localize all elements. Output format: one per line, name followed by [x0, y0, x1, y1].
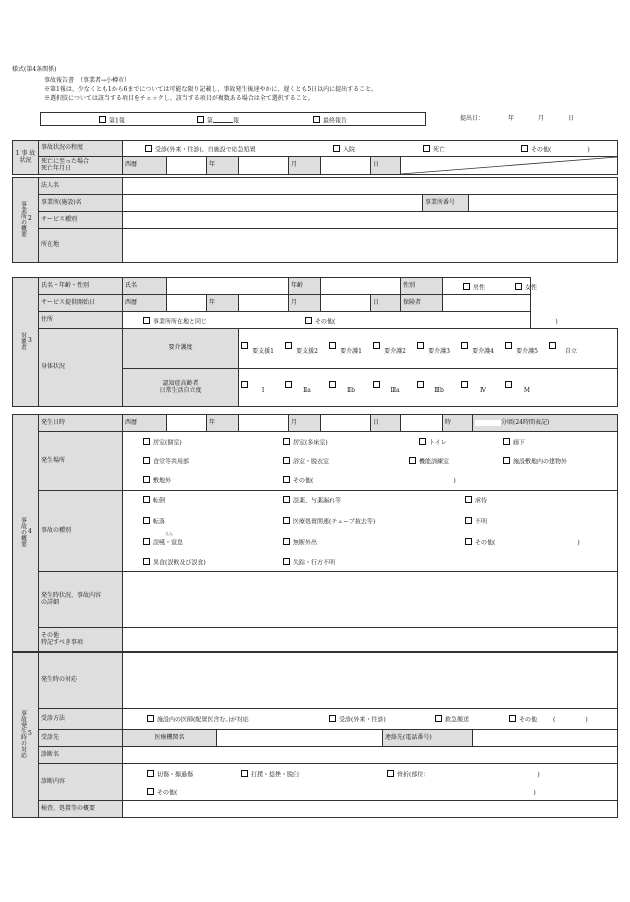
- report-nth-option[interactable]: 第 報: [197, 116, 239, 125]
- method-ambulance[interactable]: 救急搬送: [435, 715, 469, 724]
- checkbox[interactable]: [241, 381, 248, 388]
- diag-other[interactable]: その他( ): [147, 788, 536, 797]
- age-label: 年齢: [289, 278, 321, 295]
- death-year-label: 年: [207, 157, 239, 175]
- dementia-option[interactable]: [417, 381, 461, 395]
- death-date-label: 死亡に至った場合 死亡年月日: [39, 157, 123, 175]
- report-final-option[interactable]: 最終報告: [313, 116, 347, 125]
- loc-other[interactable]: その他( ): [283, 476, 456, 485]
- office-number-input[interactable]: [469, 195, 618, 212]
- type-other[interactable]: その他( ): [465, 538, 580, 547]
- ruby-en: えん: [165, 531, 173, 536]
- section-4-label: 4 事故の概要: [13, 415, 39, 652]
- death-month-input[interactable]: [239, 157, 289, 175]
- section-2-label: 2 事業所の概要: [13, 178, 39, 263]
- diagnosis-name-input[interactable]: [123, 747, 618, 764]
- occ-month-label: 月: [289, 415, 321, 432]
- care-level-label: 要介護1: [340, 347, 362, 355]
- diag-cut[interactable]: 切傷・擦過傷: [147, 770, 193, 779]
- dementia-option[interactable]: [505, 381, 549, 395]
- start-day-input[interactable]: [321, 295, 371, 312]
- sex-label: 性別: [401, 278, 443, 295]
- type-abuse[interactable]: 虐待: [465, 496, 487, 505]
- care-level-option[interactable]: [549, 342, 593, 356]
- hospital-name-input[interactable]: [217, 730, 383, 747]
- checkbox[interactable]: [461, 342, 468, 349]
- occ-day-label: 日: [371, 415, 401, 432]
- section-3-table: [12, 277, 618, 407]
- care-level-option[interactable]: [329, 342, 373, 356]
- type-wandering[interactable]: 無断外出: [283, 538, 317, 547]
- physical-condition-label: 身体状況: [39, 329, 123, 407]
- checkbox[interactable]: [417, 381, 424, 388]
- loc-room-private[interactable]: 居室(個室): [143, 438, 182, 447]
- detail-label: 発生時状況、事故内容 の詳細: [39, 572, 123, 628]
- severity-outpatient[interactable]: 受診(外来・往診)、自施設で応急処置: [145, 145, 256, 154]
- dementia-option[interactable]: [241, 381, 285, 395]
- dementia-label: Ⅱa: [303, 386, 311, 394]
- destination-label: 受診先: [39, 730, 123, 747]
- dementia-label: Ⅲb: [434, 386, 444, 394]
- severity-death[interactable]: 死亡: [423, 145, 445, 154]
- section-2-table: [12, 177, 618, 263]
- checkbox[interactable]: [549, 342, 556, 349]
- dementia-label: Ⅱb: [347, 386, 355, 394]
- section-3-label: 3 対象者: [13, 278, 39, 407]
- checkbox[interactable]: [285, 342, 292, 349]
- detail-input[interactable]: [123, 572, 618, 628]
- checkbox[interactable]: [461, 381, 468, 388]
- checkbox[interactable]: [505, 342, 512, 349]
- sex-female[interactable]: 女性: [515, 283, 537, 292]
- exam-summary-label: 検査、処置等の概要: [39, 801, 123, 818]
- diagnosis-name-label: 診断名: [39, 747, 123, 764]
- report-type-box: [40, 112, 426, 126]
- exam-summary-input[interactable]: [123, 801, 618, 818]
- severity-hospitalized[interactable]: 入院: [333, 145, 355, 154]
- office-number-label: 事業所番号: [423, 195, 469, 212]
- severity-other[interactable]: その他( ): [521, 145, 590, 154]
- occ-year-input[interactable]: [167, 415, 207, 432]
- death-day-label: 日: [371, 157, 401, 175]
- death-blank: [401, 157, 618, 175]
- checkbox[interactable]: [241, 342, 248, 349]
- loc-offsite[interactable]: 敷地外: [143, 476, 171, 485]
- hospital-name-label: 医療機関名: [123, 730, 217, 747]
- dementia-option[interactable]: [373, 381, 417, 395]
- dementia-option[interactable]: [329, 381, 373, 395]
- response-label: 発生時の対応: [39, 653, 123, 709]
- checkbox[interactable]: [99, 116, 106, 123]
- care-level-option[interactable]: [241, 342, 285, 356]
- type-medication[interactable]: 誤薬、与薬漏れ等: [283, 496, 341, 505]
- occ-year-label: 年: [207, 415, 239, 432]
- death-year-input[interactable]: [167, 157, 207, 175]
- severity-options: [123, 141, 618, 157]
- address-same[interactable]: 事業所所在地と同じ: [143, 317, 207, 326]
- loc-bath[interactable]: 浴室・脱衣室: [283, 457, 329, 466]
- start-month-label: 月: [289, 295, 321, 312]
- care-level-label: 要介護4: [472, 347, 494, 355]
- care-level-label: 自立: [564, 347, 577, 355]
- checkbox[interactable]: [329, 381, 336, 388]
- care-level-label: 要支援1: [252, 347, 274, 355]
- occ-era: 西暦: [123, 415, 167, 432]
- loc-training[interactable]: 機能訓練室: [409, 457, 449, 466]
- contact-label: 連絡先(電話番号): [383, 730, 473, 747]
- dementia-options: [239, 369, 618, 407]
- checkbox[interactable]: [373, 342, 380, 349]
- care-level-label: 要介護3: [428, 347, 450, 355]
- response-input[interactable]: [123, 653, 618, 709]
- form-number: 様式(第4条関係): [12, 66, 57, 73]
- section-1-table: [12, 140, 618, 175]
- address-input[interactable]: [123, 229, 618, 263]
- age-input[interactable]: [321, 278, 401, 295]
- sex-options: [443, 278, 538, 295]
- loc-toilet[interactable]: トイレ: [419, 438, 447, 447]
- care-level-label: 要介護度: [123, 329, 239, 369]
- subject-address-label: 住所: [39, 312, 123, 329]
- checkbox[interactable]: [285, 381, 292, 388]
- form-title: 事故報告書 （事業者→小樽市）: [44, 77, 131, 84]
- type-pica[interactable]: 異食(誤飲及び誤食): [143, 558, 206, 567]
- care-level-option[interactable]: [417, 342, 461, 356]
- corp-name-label: 法人名: [39, 178, 123, 195]
- visit-method-options: [123, 709, 618, 730]
- subject-address-options: [123, 312, 558, 329]
- method-other[interactable]: その他 ( ): [509, 715, 588, 724]
- insurer-label: 保険者: [401, 295, 443, 312]
- severity-label: 事故状況の程度: [39, 141, 123, 157]
- occ-hour-label: 時: [443, 415, 473, 432]
- occ-month-input[interactable]: [239, 415, 289, 432]
- accident-type-options: [123, 491, 618, 572]
- occ-hour-input[interactable]: [401, 415, 443, 432]
- note-1: ※第1報は、少なくとも1から6までについては可能な限り記載し、事故発生後速やかに、遅くとも5日以内に提出すること。: [44, 86, 378, 93]
- section-5-table: [12, 652, 618, 818]
- care-level-label: 要支援2: [296, 347, 318, 355]
- dementia-label: Ⅰ: [261, 386, 265, 394]
- occurrence-datetime-label: 発生日時: [39, 415, 123, 432]
- type-missing[interactable]: 失踪・行方不明: [283, 558, 335, 567]
- death-era: 西暦: [123, 157, 167, 175]
- method-facility-doctor[interactable]: 施設内の医師(配置医含む。)が対応: [147, 715, 249, 724]
- service-type-input[interactable]: [123, 212, 618, 229]
- service-start-label: サービス提供開始日: [39, 295, 123, 312]
- address-other[interactable]: その他( ): [305, 317, 558, 326]
- section-4-table: [12, 414, 618, 652]
- dementia-option[interactable]: [285, 381, 329, 395]
- checkbox[interactable]: [373, 381, 380, 388]
- address-label: 所在地: [39, 229, 123, 263]
- corp-name-input[interactable]: [123, 178, 618, 195]
- checkbox[interactable]: [329, 342, 336, 349]
- loc-dining[interactable]: 食堂等共用部: [143, 457, 189, 466]
- section-5-label: 5 事故発生時の対応: [13, 653, 39, 818]
- start-year-label: 年: [207, 295, 239, 312]
- checkbox[interactable]: [197, 116, 204, 123]
- loc-premises-outside[interactable]: 施設敷地内の建物外: [503, 457, 567, 466]
- start-year-input[interactable]: [167, 295, 207, 312]
- other-notes-input[interactable]: [123, 628, 618, 652]
- submit-date[interactable]: 提出日： 年 月 日: [460, 115, 575, 122]
- dementia-label: Ⅳ: [480, 386, 486, 394]
- dementia-label: M: [523, 386, 531, 394]
- office-name-label: 事業所(施設)名: [39, 195, 123, 212]
- service-type-label: サービス種別: [39, 212, 123, 229]
- name-age-sex-label: 氏名・年齢・性別: [39, 278, 123, 295]
- name-label: 氏名: [123, 278, 167, 295]
- care-level-option[interactable]: [505, 342, 549, 356]
- insurer-input[interactable]: [443, 295, 530, 312]
- checkbox[interactable]: [417, 342, 424, 349]
- sex-male[interactable]: 男性: [463, 283, 485, 292]
- death-month-label: 月: [289, 157, 321, 175]
- type-fall[interactable]: 転倒: [143, 496, 165, 505]
- start-month-input[interactable]: [239, 295, 289, 312]
- occ-minute-label: 分頃(24時間表記): [473, 415, 618, 432]
- start-day-label: 日: [371, 295, 401, 312]
- type-fall-from[interactable]: 転落: [143, 517, 165, 526]
- loc-corridor[interactable]: 廊下: [503, 438, 525, 447]
- care-level-option[interactable]: [285, 342, 329, 356]
- start-era: 西暦: [123, 295, 167, 312]
- care-level-options: [239, 329, 618, 369]
- dementia-label: Ⅲa: [390, 386, 400, 394]
- death-day-input[interactable]: [321, 157, 371, 175]
- accident-type-label: 事故の種別: [39, 491, 123, 572]
- type-choking[interactable]: 誤嚥・窒息: [143, 538, 183, 547]
- location-label: 発生場所: [39, 432, 123, 491]
- dementia-label: 認知症高齢者 日常生活自立度: [123, 369, 239, 407]
- note-2: ※選択肢については該当する項目をチェックし、該当する項目が複数ある場合は全て選択すること。: [44, 95, 314, 102]
- checkbox[interactable]: [505, 381, 512, 388]
- dementia-option[interactable]: [461, 381, 505, 395]
- type-medical-procedure[interactable]: 医療処置関連(チューブ抜去等): [283, 517, 375, 526]
- care-level-option[interactable]: [373, 342, 417, 356]
- occ-day-input[interactable]: [321, 415, 371, 432]
- care-level-option[interactable]: [461, 342, 505, 356]
- care-level-label: 要介護5: [516, 347, 538, 355]
- office-name-input[interactable]: [123, 195, 423, 212]
- visit-method-label: 受診方法: [39, 709, 123, 730]
- diag-bruise[interactable]: 打撲・捻挫・脱臼: [241, 770, 299, 779]
- diag-fracture[interactable]: 骨折(部位： ): [387, 770, 540, 779]
- checkbox[interactable]: [313, 116, 320, 123]
- care-level-label: 要介護2: [384, 347, 406, 355]
- contact-input[interactable]: [473, 730, 618, 747]
- diagnosis-content-label: 診断内容: [39, 764, 123, 801]
- section-1-label: 1 事 故 状況: [13, 141, 39, 175]
- name-input[interactable]: [167, 278, 289, 295]
- method-outpatient[interactable]: 受診(外来・往診): [329, 715, 386, 724]
- other-notes-label: その他 特記すべき事項: [39, 628, 123, 652]
- diagnosis-content-options: [123, 764, 618, 801]
- loc-room-shared[interactable]: 居室(多床室): [283, 438, 328, 447]
- type-unknown[interactable]: 不明: [465, 517, 487, 526]
- report-first-option[interactable]: 第1報: [99, 116, 125, 125]
- location-options: [123, 432, 618, 491]
